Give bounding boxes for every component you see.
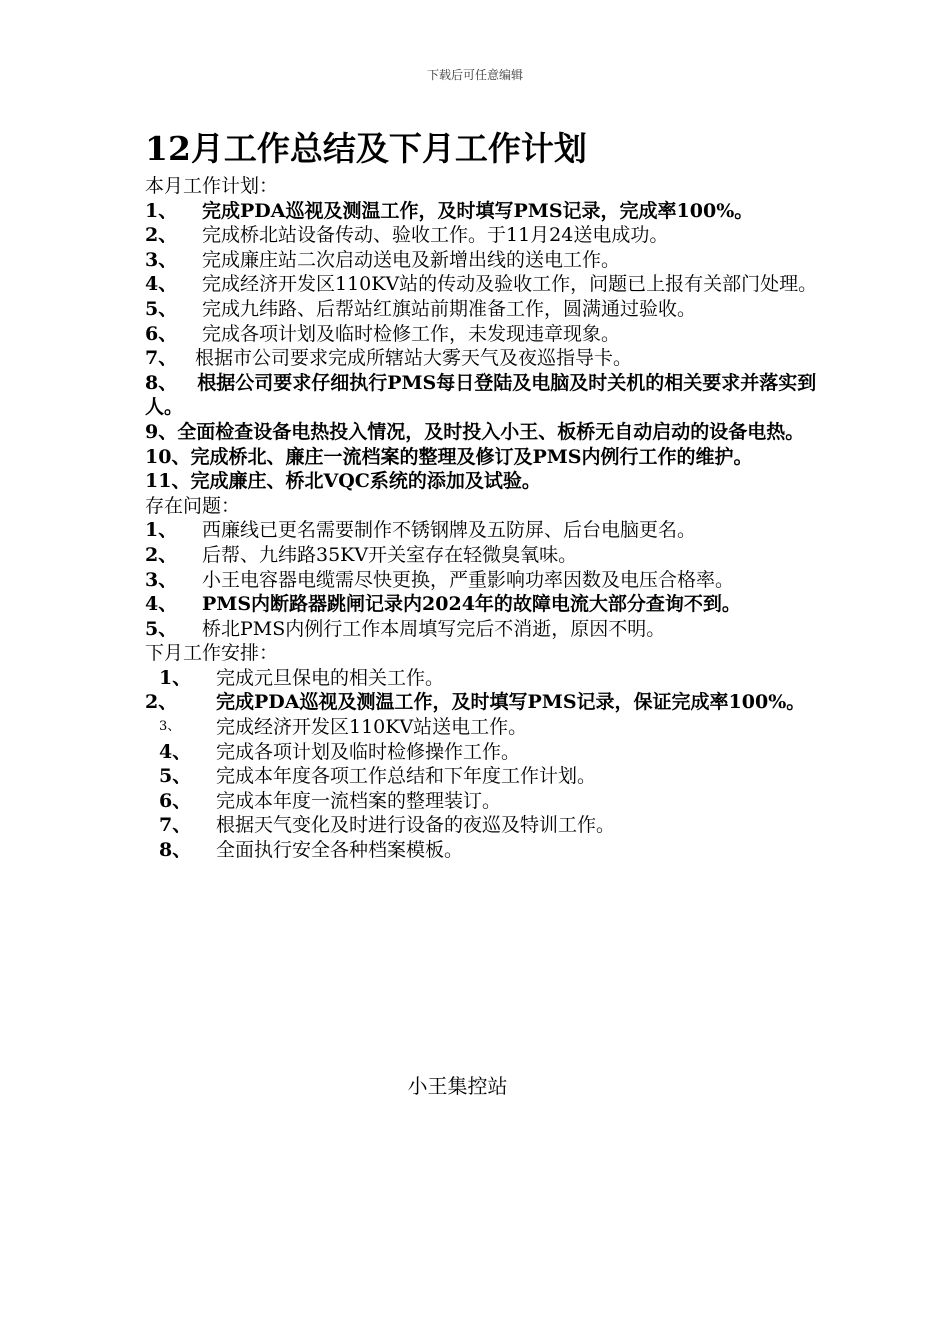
- list-item: [145, 469, 820, 494]
- list-item: [145, 346, 820, 371]
- item-number: 4、: [145, 273, 178, 296]
- item-text: 完成桥北站设备传动、验收工作。于11月24送电成功。: [202, 224, 669, 247]
- item-text: 完成本年度一流档案的整理装订。: [216, 789, 502, 812]
- list-item: [145, 371, 820, 420]
- item-number: 1、: [145, 519, 178, 542]
- item-number: 6、: [145, 322, 178, 345]
- item-number: 3、: [145, 248, 178, 271]
- document-body: [145, 174, 820, 863]
- item-number: 2、: [145, 224, 178, 247]
- item-text: 完成本年度各项工作总结和下年度工作计划。: [216, 765, 597, 788]
- item-text: 桥北PMS内例行工作本周填写完后不消逝，原因不明。: [202, 617, 666, 640]
- item-number: 8、: [159, 839, 192, 862]
- item-text: 完成元旦保电的相关工作。: [216, 666, 445, 689]
- item-number: 5、: [145, 617, 178, 640]
- item-number: 6、: [159, 789, 192, 812]
- item-text: 完成廉庄、桥北VQC系统的添加及试验。: [190, 470, 541, 493]
- item-number: 4、: [145, 593, 178, 616]
- list-item: [145, 617, 820, 642]
- section-heading-this-month: 本月工作计划：: [145, 175, 279, 197]
- item-number: 2、: [145, 691, 178, 714]
- item-number: 8、: [145, 371, 178, 394]
- list-item: [145, 813, 820, 838]
- item-text: 西廉线已更名需要制作不锈钢牌及五防屏、后台电脑更名。: [202, 519, 697, 542]
- item-number: 7、: [159, 814, 192, 837]
- item-number: 11、: [145, 470, 191, 493]
- item-number: 10、: [145, 445, 191, 468]
- list-item: [145, 223, 820, 248]
- item-number: 4、: [159, 740, 192, 763]
- item-text: 根据市公司要求完成所辖站大雾天气及夜巡指导卡。: [195, 347, 633, 370]
- list-item: [145, 690, 820, 715]
- item-text: 完成PDA巡视及测温工作，及时填写PMS记录，保证完成率100%。: [216, 691, 806, 714]
- item-text: 小王电容器电缆需尽快更换，严重影响功率因数及电压合格率。: [202, 568, 735, 591]
- item-number: 3、: [145, 568, 178, 591]
- item-text: 后帮、九纬路35KV开关室存在轻微臭氧味。: [202, 543, 578, 566]
- item-number: 1、: [145, 199, 178, 222]
- item-number: 9、: [145, 420, 178, 443]
- list-item: [145, 297, 820, 322]
- section-heading-problems: 存在问题：: [145, 494, 241, 517]
- list-item: [145, 445, 820, 470]
- item-text: PMS内断路器跳闸记录内2024年的故障电流大部分查询不到。: [202, 593, 741, 616]
- item-text: 根据天气变化及时进行设备的夜巡及特训工作。: [216, 814, 616, 837]
- list-item: [145, 592, 820, 617]
- item-text: 全面检查设备电热投入情况，及时投入小王、板桥无自动启动的设备电热。: [177, 420, 805, 443]
- item-text: 完成经济开发区110KV站送电工作。: [216, 716, 528, 739]
- list-item: [145, 322, 820, 347]
- list-item: [145, 518, 820, 543]
- item-text: 全面执行安全各种档案模板。: [216, 839, 464, 862]
- list-item: [145, 789, 820, 814]
- list-item: [145, 199, 820, 224]
- document-title: 12月工作总结及下月工作计划: [145, 129, 587, 168]
- item-text: 完成PDA巡视及测温工作，及时填写PMS记录，完成率100%。: [202, 199, 754, 222]
- item-text: 完成桥北、廉庄一流档案的整理及修订及PMS内例行工作的维护。: [190, 445, 753, 468]
- item-number: 7、: [145, 347, 178, 370]
- list-item: [145, 272, 820, 297]
- list-item: [145, 715, 820, 740]
- item-text: 根据公司要求仔细执行PMS每日登陆及电脑及时关机的相关要求并落实到人。: [145, 371, 817, 419]
- list-item: [145, 420, 820, 445]
- signature: 小王集控站: [407, 1074, 508, 1098]
- item-text: 完成九纬路、后帮站红旗站前期准备工作，圆满通过验收。: [202, 297, 697, 320]
- list-item: [145, 248, 820, 273]
- list-item: [145, 543, 820, 568]
- list-item: [145, 740, 820, 765]
- item-number: 3、: [159, 719, 181, 735]
- item-number: 2、: [145, 543, 178, 566]
- item-number: 1、: [159, 666, 192, 689]
- item-text: 完成各项计划及临时检修操作工作。: [216, 740, 521, 763]
- list-item: [145, 838, 820, 863]
- item-text: 完成各项计划及临时检修工作，未发现违章现象。: [202, 322, 621, 345]
- list-item: [145, 568, 820, 593]
- item-text: 完成廉庄站二次启动送电及新增出线的送电工作。: [202, 248, 621, 271]
- list-item: [145, 764, 820, 789]
- list-item: [145, 666, 820, 691]
- item-number: 5、: [159, 765, 192, 788]
- section-heading-next-month: 下月工作安排：: [145, 642, 279, 665]
- item-text: 完成经济开发区110KV站的传动及验收工作，问题已上报有关部门处理。: [202, 273, 818, 296]
- page-header: 下载后可任意编辑: [426, 68, 523, 82]
- item-number: 5、: [145, 297, 178, 320]
